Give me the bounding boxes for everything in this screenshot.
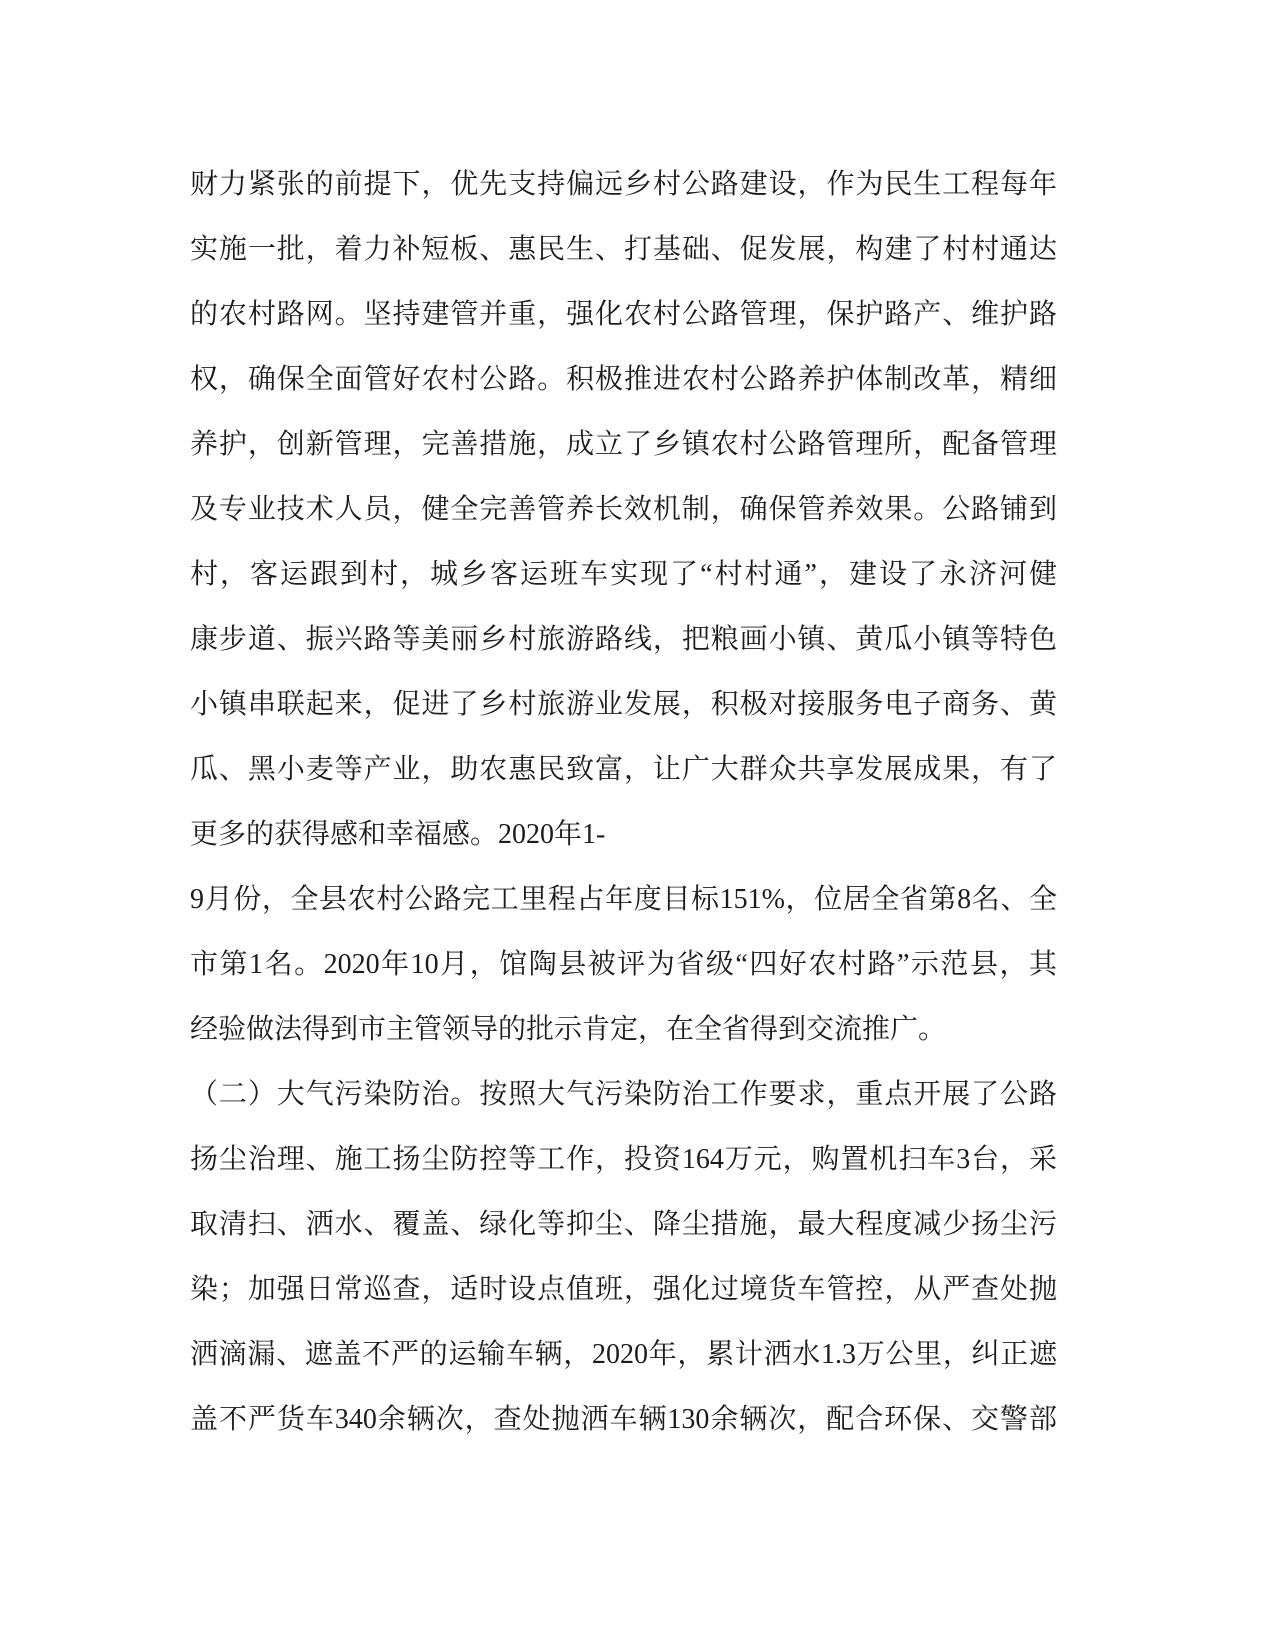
text-line: 9月份，全县农村公路完工里程占年度目标151%，位居全省第8名、全 [190,884,1057,915]
text-line: 财力紧张的前提下，优先支持偏远乡村公路建设，作为民生工程每年 [190,169,1057,200]
text-line: 实施一批，着力补短板、惠民生、打基础、促发展，构建了村村通达 [190,234,1057,265]
text-line: 的农村路网。坚持建管并重，强化农村公路管理，保护路产、维护路 [190,299,1057,330]
text-line: 小镇串联起来，促进了乡村旅游业发展，积极对接服务电子商务、黄 [190,689,1057,720]
document-page [190,152,1057,1452]
text-line: 染；加强日常巡查，适时设点值班，强化过境货车管控，从严查处抛 [190,1274,1057,1305]
text-line: 取清扫、洒水、覆盖、绿化等抑尘、降尘措施，最大程度减少扬尘污 [190,1209,1057,1240]
text-line: 养护，创新管理，完善措施，成立了乡镇农村公路管理所，配备管理 [190,429,1057,460]
text-line: （二）大气污染防治。按照大气污染防治工作要求，重点开展了公路 [190,1079,1057,1110]
text-line: 市第1名。2020年10月，馆陶县被评为省级“四好农村路”示范县，其 [190,949,1057,980]
text-line: 盖不严货车340余辆次，查处抛洒车辆130余辆次，配合环保、交警部 [190,1404,1057,1435]
text-line: 及专业技术人员，健全完善管养长效机制，确保管养效果。公路铺到 [190,494,1057,525]
text-line: 扬尘治理、施工扬尘防控等工作，投资164万元，购置机扫车3台，采 [190,1144,1057,1175]
text-line: 瓜、黑小麦等产业，助农惠民致富，让广大群众共享发展成果，有了 [190,754,1057,785]
text-line: 经验做法得到市主管领导的批示肯定，在全省得到交流推广。 [190,1014,947,1045]
text-line: 村，客运跟到村，城乡客运班车实现了“村村通”，建设了永济河健 [190,559,1057,590]
text-line: 权，确保全面管好农村公路。积极推进农村公路养护体制改革，精细 [190,364,1057,395]
text-line: 更多的获得感和幸福感。2020年1- [190,819,606,850]
text-line: 洒滴漏、遮盖不严的运输车辆，2020年，累计洒水1.3万公里，纠正遮 [190,1339,1057,1370]
text-line: 康步道、振兴路等美丽乡村旅游路线，把粮画小镇、黄瓜小镇等特色 [190,624,1057,655]
